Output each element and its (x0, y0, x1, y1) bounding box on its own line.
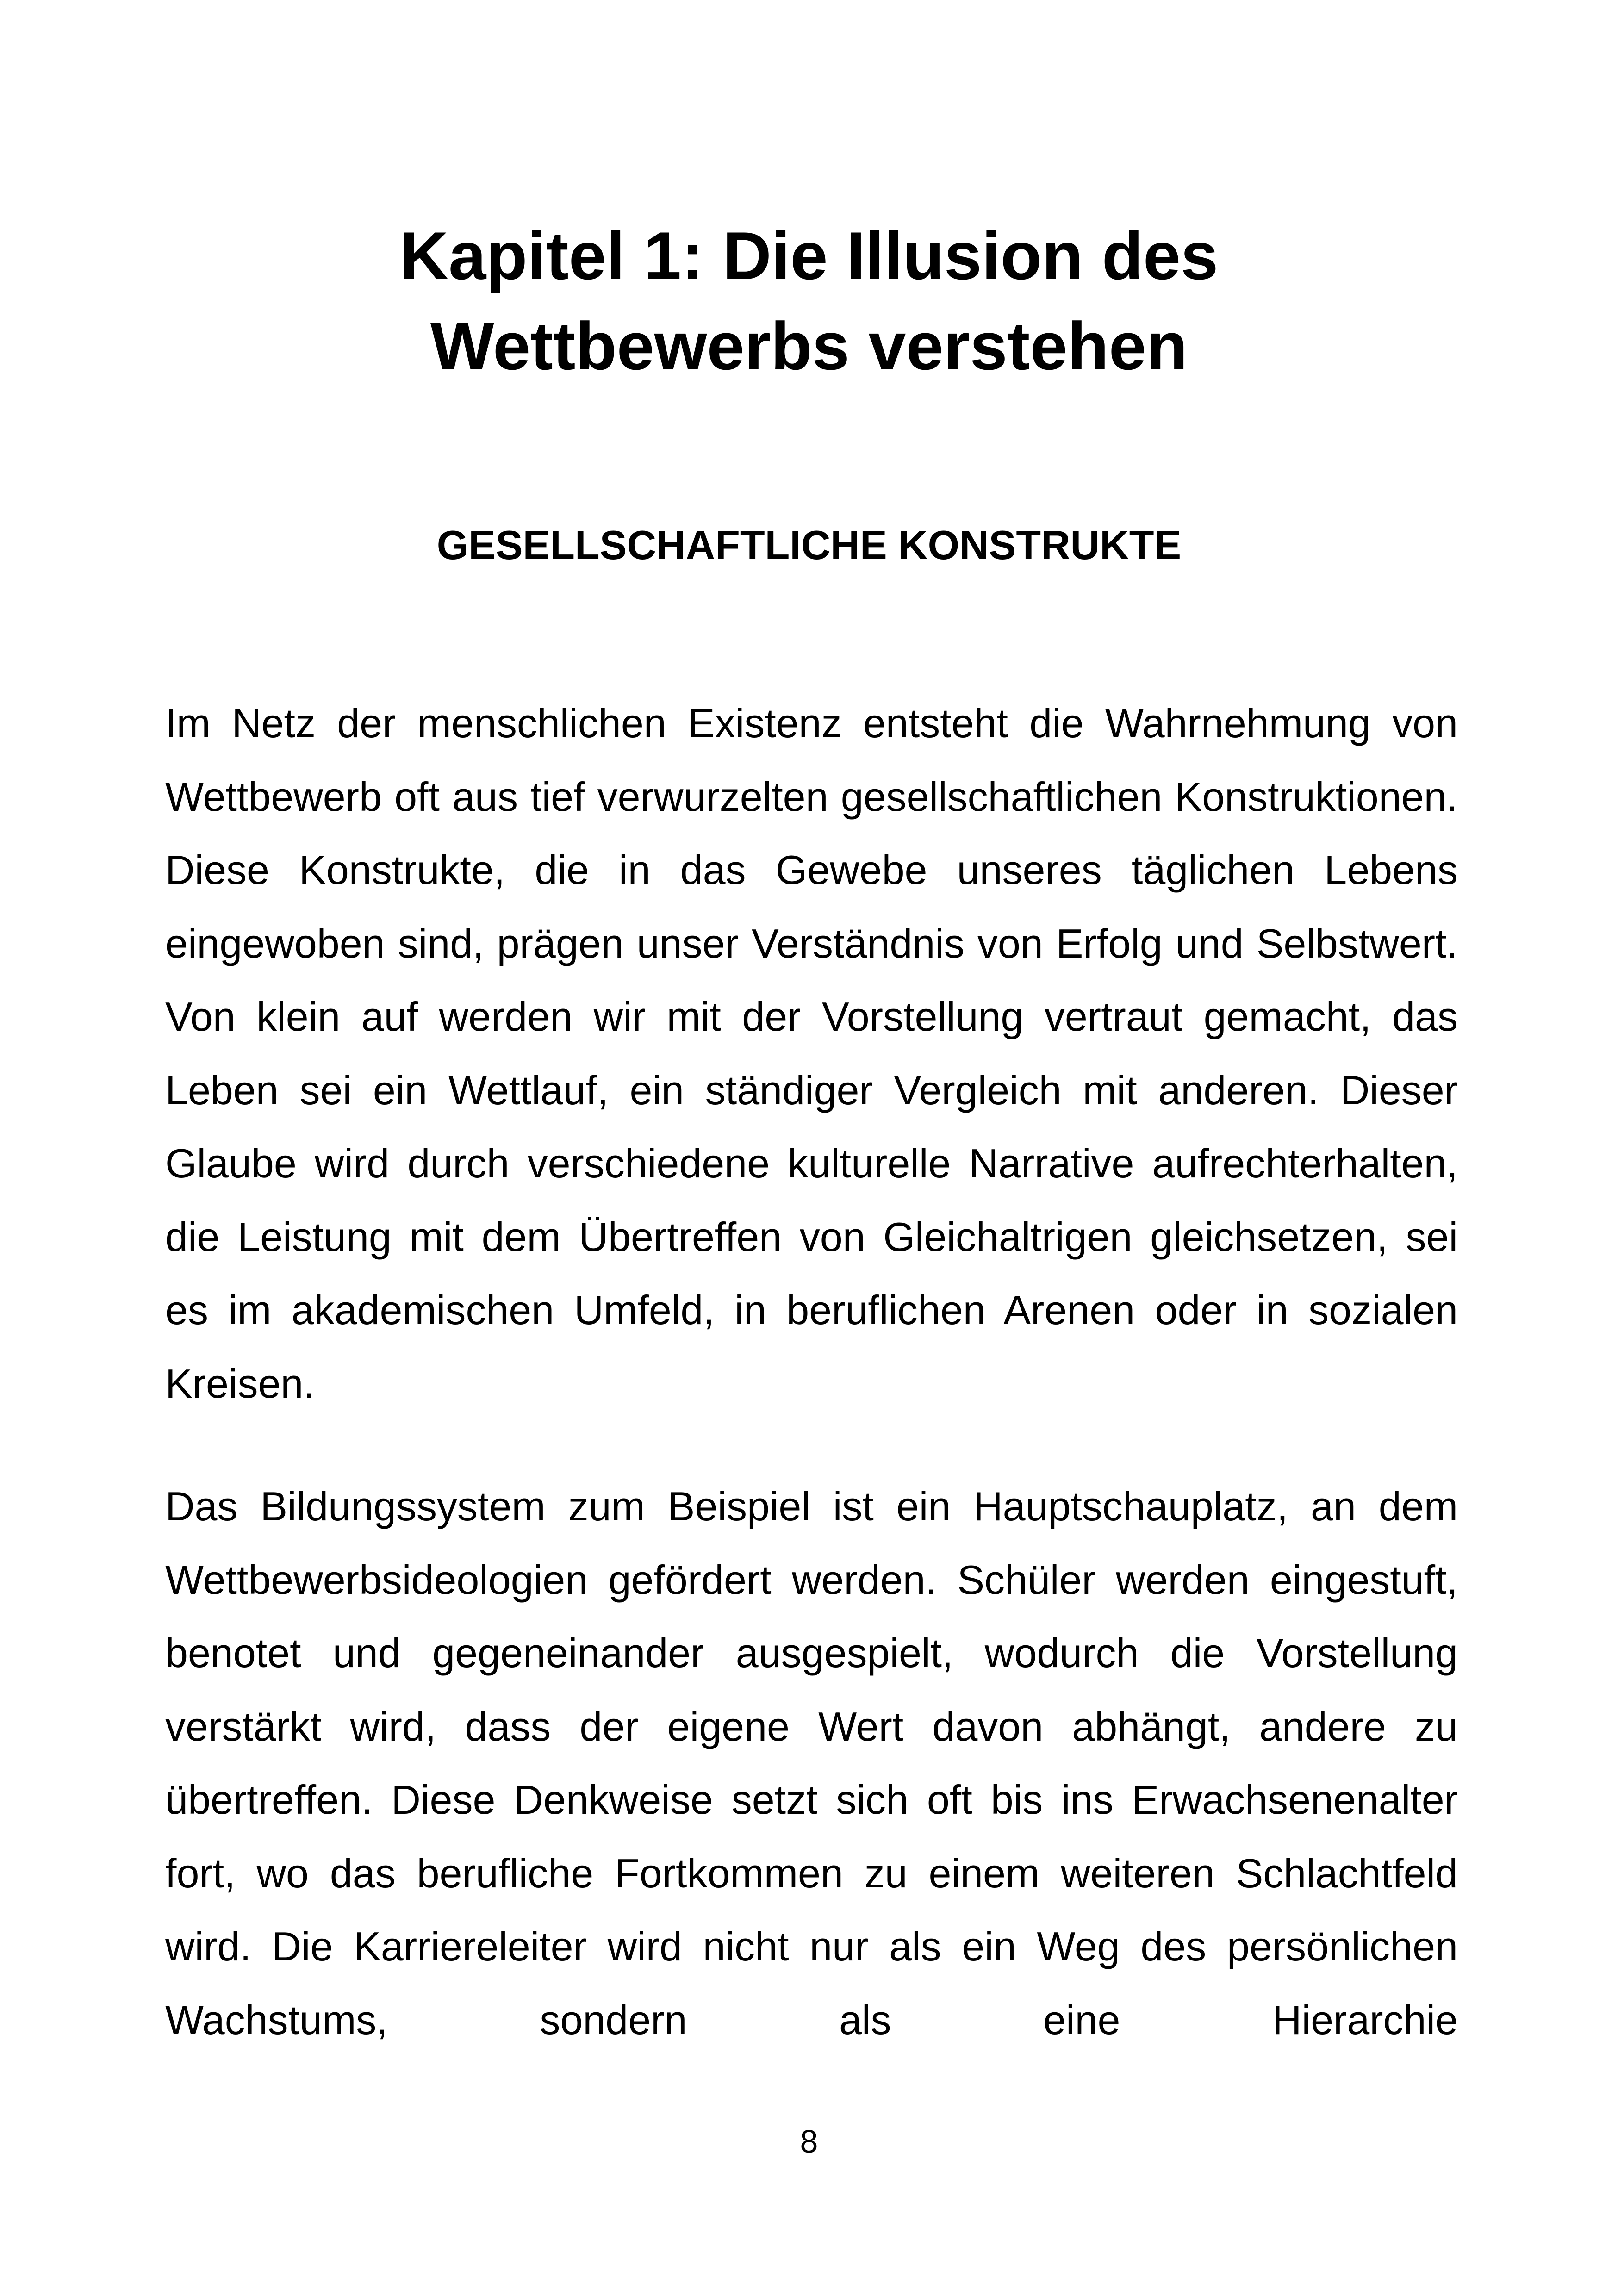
body-paragraph-1: Im Netz der menschlichen Existenz entsteht die Wahrnehmung von Wettbewerb oft aus tief verwurzelten gesellschaftlichen Konstruktionen. Diese Konstrukte, die in das Gewebe unseres täglichen Lebens eingewoben sind, prägen unser Verständnis von Erfolg und Selbstwert. Von klein auf werden wir mit der Vorstellung vertraut gemacht, das Leben sei ein Wettlauf, ein ständiger Vergleich mit anderen. Dieser Glaube wird durch verschiedene kulturelle Narrative aufrechterhalten, die Leistung mit dem Übertreffen von Gleichaltrigen gleichsetzen, sei es im akademischen Umfeld, in beruflichen Arenen oder in sozialen Kreisen. (165, 700, 1458, 1406)
section-heading: GESELLSCHAFTLICHE KONSTRUKTE (436, 522, 1182, 568)
page-number: 8 (800, 2123, 818, 2159)
chapter-title (0, 211, 1618, 391)
chapter-title-line-1: Kapitel 1: Die Illusion des (399, 218, 1219, 293)
body-paragraph-2: Das Bildungssystem zum Beispiel ist ein Hauptschauplatz, an dem Wettbewerbsideologien gefördert werden. Schüler werden eingestuft, benotet und gegeneinander ausgespielt, wodurch die Vorstellung verstärkt wird, dass der eigene Wert davon abhängt, andere zu übertreffen. Diese Denkweise setzt sich oft bis ins Erwachsenenalter fort, wo das berufliche Fortkommen zu einem weiteren Schlachtfeld wird. Die Karriereleiter wird nicht nur als ein Weg des persönlichen Wachstums, sondern als eine Hierarchie (165, 1483, 1458, 2043)
chapter-title-line-2: Wettbewerbs verstehen (430, 308, 1188, 384)
